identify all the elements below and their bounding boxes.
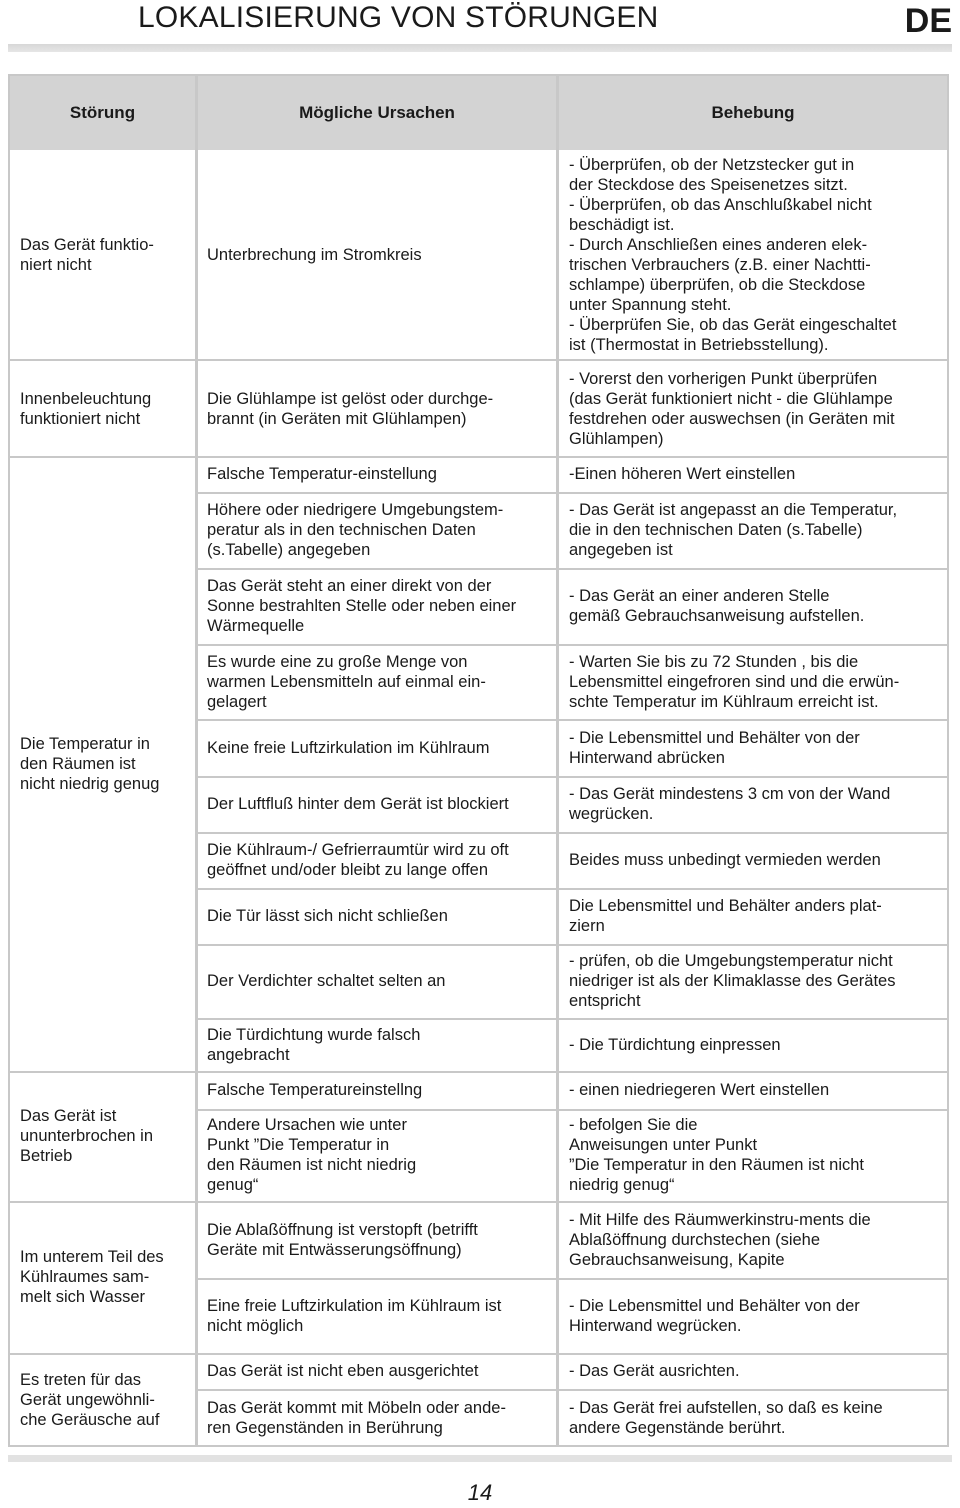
column-header-ursachen: Mögliche Ursachen — [198, 76, 556, 150]
behebung-cell: - Das Gerät an einer anderen Stelle gemäß Gebrauchsanweisung aufstellen. — [569, 587, 865, 625]
behebung-cell: - prüfen, ob die Umgebungstemperatur nicht niedriger ist als der Klimaklasse des Gerätes entspricht — [569, 952, 896, 1010]
page-number: 14 — [467, 1480, 493, 1505]
stoerung-cell: Das Gerät funktio- niert nicht — [20, 235, 154, 274]
ursache-cell: Der Luftfluß hinter dem Gerät ist blockiert — [207, 795, 509, 813]
ursache-cell: Das Gerät steht an einer direkt von der Sonne bestrahlten Stelle oder neben einer Wärmequelle — [207, 577, 517, 635]
behebung-cell: Beides muss unbedingt vermieden werden — [569, 851, 881, 869]
behebung-cell: - einen niedriegeren Wert einstellen — [569, 1081, 830, 1099]
behebung-cell: - Vorerst den vorherigen Punkt überprüfen (das Gerät funktioniert nicht - die Glühlampe festdrehen oder auswechsen (in Geräten mit Glühlampen) — [569, 369, 895, 448]
footer-rule — [8, 1455, 952, 1462]
ursache-cell: Das Gerät ist nicht eben ausgerichtet — [207, 1362, 479, 1380]
behebung-cell: - Die Türdichtung einpressen — [569, 1035, 781, 1054]
ursache-cell: Die Glühlampe ist gelöst oder durchge- brannt (in Geräten mit Glühlampen) — [207, 389, 494, 428]
behebung-cell: -Einen höheren Wert einstellen — [569, 465, 796, 483]
troubleshooting-table — [8, 74, 949, 1447]
ursache-cell: Höhere oder niedrigere Umgebungstem- peratur als in den technischen Daten (s.Tabelle) angegeben — [207, 501, 504, 559]
behebung-cell: - Die Lebensmittel und Behälter von der Hinterwand abrücken — [569, 728, 860, 767]
ursache-cell: Unterbrechung im Stromkreis — [207, 245, 422, 264]
stoerung-cell: Das Gerät ist ununterbrochen in Betrieb — [20, 1107, 154, 1165]
behebung-cell: Die Lebensmittel und Behälter anders plat- ziern — [569, 897, 882, 935]
behebung-cell: - Das Gerät ist angepasst an die Temperatur, die in den technischen Daten (s.Tabelle) angegeben ist — [569, 501, 898, 559]
ursache-cell: Falsche Temperatureinstellng — [207, 1081, 423, 1099]
column-divider — [195, 76, 198, 1445]
ursache-cell: Es wurde eine zu große Menge von warmen Lebensmitteln auf einmal ein- gelagert — [207, 652, 486, 711]
ursache-cell: Die Tür lässt sich nicht schließen — [207, 907, 448, 925]
header-rule — [8, 44, 952, 52]
ursache-cell: Der Verdichter schaltet selten an — [207, 972, 446, 990]
ursache-cell: Falsche Temperatur-einstellung — [207, 465, 437, 483]
stoerung-cell: Es treten für das Gerät ungewöhnli- che Geräusche auf — [20, 1371, 160, 1429]
stoerung-cell: Im unterem Teil des Kühlraumes sam- melt sich Wasser — [20, 1248, 164, 1306]
ursache-cell: Das Gerät kommt mit Möbeln oder ande- ren Gegenständen in Berührung — [207, 1399, 506, 1437]
ursache-cell: Eine freie Luftzirkulation im Kühlraum ist nicht möglich — [207, 1296, 502, 1335]
behebung-cell: - Warten Sie bis zu 72 Stunden , bis die Lebensmittel eingefroren sind und die erwün- schte Temperatur im Kühlraum erreicht ist. — [569, 652, 900, 711]
behebung-cell: - Die Lebensmittel und Behälter von der Hinterwand wegrücken. — [569, 1296, 860, 1335]
ursache-cell: Andere Ursachen wie unter Punkt ”Die Temperatur in den Räumen ist nicht niedrig genug“ — [207, 1116, 417, 1194]
ursache-cell: Die Kühlraum-/ Gefrierraumtür wird zu oft geöffnet und/oder bleibt zu lange offen — [207, 841, 509, 879]
behebung-cell: - Mit Hilfe des Räumwerkinstru-ments die Ablaßöffnung durchstechen (siehe Gebrauchsanweisung, Kapite — [569, 1210, 871, 1269]
column-header-behebung: Behebung — [559, 76, 947, 150]
behebung-cell: - Das Gerät mindestens 3 cm von der Wand wegrücken. — [569, 785, 891, 823]
behebung-cell: - befolgen Sie die Anweisungen unter Punkt ”Die Temperatur in den Räumen ist nicht niedrig genug“ — [569, 1116, 865, 1194]
column-divider — [556, 76, 559, 1445]
column-header-stoerung: Störung — [10, 76, 195, 150]
stoerung-cell: Die Temperatur in den Räumen ist nicht niedrig genug — [20, 734, 160, 793]
behebung-cell: - Das Gerät ausrichten. — [569, 1362, 740, 1380]
ursache-cell: Die Ablaßöffnung ist verstopft (betrifft Geräte mit Entwässerungsöffnung) — [207, 1220, 478, 1259]
behebung-cell: - Überprüfen, ob der Netzstecker gut in der Steckdose des Speisenetzes sitzt. - Überprüfen, ob das Anschlußkabel nicht beschädigt ist. - Durch Anschließen eines anderen elek- trischen Verbrauchers (z.B. einer Nachtti- schlampe) überprüfen, ob die Steckdose unter Spannung steht. - Überprüfen Sie, ob das Gerät eingeschaltet ist (Thermostat in Betriebsstellung). — [569, 155, 897, 354]
ursache-cell: Die Türdichtung wurde falsch angebracht — [207, 1025, 421, 1064]
language-code: DE — [904, 2, 952, 40]
stoerung-cell: Innenbeleuchtung funktioniert nicht — [20, 389, 152, 428]
behebung-cell: - Das Gerät frei aufstellen, so daß es keine andere Gegenstände berührt. — [569, 1399, 883, 1437]
page-title: LOKALISIERUNG VON STÖRUNGEN — [138, 1, 659, 34]
ursache-cell: Keine freie Luftzirkulation im Kühlraum — [207, 738, 490, 757]
